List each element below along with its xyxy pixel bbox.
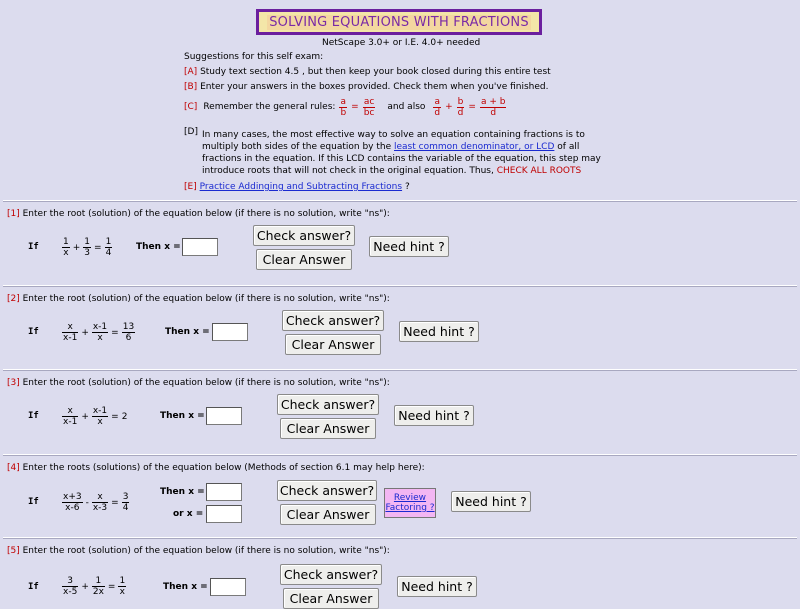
check-all-roots-text: CHECK ALL ROOTS bbox=[496, 166, 582, 176]
problem-2-prompt-text: Enter the root (solution) of the equation below (if there is no solution, write "ns"): bbox=[22, 294, 390, 304]
rule1-fraction-a: $\frac{a}{b}$ bbox=[340, 97, 347, 118]
operator: + bbox=[81, 581, 89, 592]
suggestion-d-line4 bbox=[202, 165, 622, 177]
problem-5-hint-button[interactable]: Need hint ? bbox=[397, 576, 477, 597]
suggestion-b bbox=[184, 82, 604, 93]
fraction: $\frac{x}{x-1}$ bbox=[63, 322, 78, 343]
review-factoring-button[interactable] bbox=[384, 488, 436, 518]
fraction: $\frac{x-1}{x}$ bbox=[92, 322, 108, 343]
operator: + bbox=[81, 411, 89, 422]
suggestion-e-tag: [E] bbox=[184, 182, 197, 192]
problem-4-prompt-text: Enter the roots (solutions) of the equation below (Methods of section 6.1 may help here): bbox=[22, 463, 425, 473]
problem-3-equation: $\frac{x}{x-1}$ + $\frac{x-1}{x}$ = 2 bbox=[63, 406, 128, 427]
practice-fractions-link[interactable]: Practice Addinging and Subtracting Fractions bbox=[199, 182, 403, 192]
problem-3-check-answer-button[interactable]: Check answer? bbox=[277, 394, 379, 415]
problem-3-prompt-text: Enter the root (solution) of the equation below (if there is no solution, write "ns"): bbox=[22, 378, 390, 388]
problem-1-answer-input[interactable] bbox=[182, 238, 218, 256]
problem-2-tag: [2] bbox=[7, 294, 20, 304]
suggestion-a-tag: [A] bbox=[184, 67, 198, 77]
problem-4-answer2-input[interactable] bbox=[206, 505, 242, 523]
page-title: SOLVING EQUATIONS WITH FRACTIONS bbox=[269, 14, 529, 30]
problem-4-clear-answer-button[interactable]: Clear Answer bbox=[280, 504, 376, 525]
suggestion-b-tag: [B] bbox=[184, 82, 198, 92]
divider bbox=[3, 369, 797, 371]
problem-1-tag: [1] bbox=[7, 209, 20, 219]
page-title-box bbox=[256, 9, 542, 35]
problem-5-check-answer-button[interactable]: Check answer? bbox=[280, 564, 382, 585]
problem-3-clear-answer-button[interactable]: Clear Answer bbox=[280, 418, 376, 439]
then-x-label: Then x = bbox=[160, 411, 205, 421]
fraction: $\frac{1}{x}$ bbox=[63, 237, 69, 258]
problem-1-prompt-text: Enter the root (solution) of the equation below (if there is no solution, write "ns"): bbox=[22, 209, 390, 219]
problem-1-clear-answer-button[interactable]: Clear Answer bbox=[256, 249, 352, 270]
divider bbox=[3, 537, 797, 539]
problem-2-equation: $\frac{x}{x-1}$ + $\frac{x-1}{x}$ = $\frac{13}{6}$ bbox=[63, 322, 135, 343]
then-x-label: Then x = bbox=[163, 582, 208, 592]
suggestion-a-text: Study text section 4.5 , but then keep your book closed during this entire test bbox=[200, 67, 551, 77]
problem-5-answer-input[interactable] bbox=[210, 578, 246, 596]
operator: + bbox=[72, 242, 81, 253]
if-label: If bbox=[28, 411, 39, 421]
problem-5-equation: $\frac{3}{x-5}$ + $\frac{1}{2x}$ = $\frac{1}{x}$ bbox=[63, 576, 126, 597]
fraction: $\frac{1}{x}$ bbox=[119, 576, 126, 597]
fraction: $\frac{x-1}{x}$ bbox=[92, 406, 108, 427]
problem-4-tag: [4] bbox=[7, 463, 20, 473]
fraction: $\frac{x}{x-1}$ bbox=[63, 406, 78, 427]
lcd-link[interactable]: least common denominator, or LCD bbox=[394, 142, 555, 152]
suggestion-d-line2-pre: multiply both sides of the equation by the bbox=[202, 142, 392, 152]
review-factoring-line1: Review bbox=[393, 493, 427, 503]
problem-4-prompt bbox=[7, 463, 425, 473]
browser-note: NetScape 3.0+ or I.E. 4.0+ needed bbox=[322, 38, 481, 48]
problem-5-clear-answer-button[interactable]: Clear Answer bbox=[283, 588, 379, 609]
rule2-fraction-a: $\frac{a}{d}$ bbox=[434, 97, 441, 118]
problem-1-check-answer-button[interactable]: Check answer? bbox=[253, 225, 355, 246]
problem-2-check-answer-button[interactable]: Check answer? bbox=[282, 310, 384, 331]
operator: - bbox=[85, 497, 89, 508]
if-label: If bbox=[28, 582, 39, 592]
problem-3-hint-button[interactable]: Need hint ? bbox=[394, 405, 474, 426]
operator: + bbox=[81, 327, 89, 338]
then-x-label: Then x = bbox=[160, 487, 205, 497]
if-label: If bbox=[28, 242, 39, 252]
problem-2-answer-input[interactable] bbox=[212, 323, 248, 341]
suggestion-c-text: Remember the general rules: bbox=[203, 102, 336, 112]
if-label: If bbox=[28, 327, 39, 337]
problem-2-clear-answer-button[interactable]: Clear Answer bbox=[285, 334, 381, 355]
fraction: $\frac{3}{4}$ bbox=[122, 492, 129, 513]
equation-result: 2 bbox=[121, 411, 128, 422]
problem-4-hint-button[interactable]: Need hint ? bbox=[451, 491, 531, 512]
suggestion-a bbox=[184, 67, 604, 78]
problem-4-check-answer-button[interactable]: Check answer? bbox=[277, 480, 377, 501]
review-factoring-line2: Factoring ? bbox=[385, 503, 435, 513]
problem-3-tag: [3] bbox=[7, 378, 20, 388]
problem-5-prompt-text: Enter the root (solution) of the equation below (if there is no solution, write "ns"): bbox=[22, 546, 390, 556]
suggestion-d-line3: fractions in the equation. If this LCD contains the variable of the equation, this step may bbox=[202, 154, 601, 164]
fraction: $\frac{x+3}{x-6}$ bbox=[63, 492, 82, 513]
then-x-label: Then x = bbox=[136, 242, 181, 252]
problem-2-hint-button[interactable]: Need hint ? bbox=[399, 321, 479, 342]
fraction: $\frac{1}{4}$ bbox=[105, 237, 112, 258]
problem-3-answer-input[interactable] bbox=[206, 407, 242, 425]
then-x-label: Then x = bbox=[165, 327, 210, 337]
suggestion-e-post: ? bbox=[404, 182, 410, 192]
fraction: $\frac{1}{2x}$ bbox=[92, 576, 104, 597]
suggestion-d-line4-pre: introduce roots that will not check in the original equation. Thus, bbox=[202, 166, 494, 176]
suggestions-heading: Suggestions for this self exam: bbox=[184, 52, 324, 62]
suggestion-d-line2-post: of all bbox=[557, 142, 580, 152]
if-label: If bbox=[28, 497, 39, 507]
suggestion-e bbox=[184, 182, 410, 192]
problem-4-equation: $\frac{x+3}{x-6}$ - $\frac{x}{x-3}$ = $\frac{3}{4}$ bbox=[63, 492, 129, 513]
problem-4-answer-input[interactable] bbox=[206, 483, 242, 501]
and-also-text: and also bbox=[387, 102, 426, 112]
problem-3-prompt bbox=[7, 378, 390, 388]
rule2-fraction-c: $\frac{a + b}{d}$ bbox=[480, 97, 506, 118]
suggestion-d-tag: [D] bbox=[184, 127, 198, 137]
rule2-fraction-b: $\frac{b}{d}$ bbox=[457, 97, 464, 118]
fraction: $\frac{13}{6}$ bbox=[122, 322, 135, 343]
fraction: $\frac{3}{x-5}$ bbox=[63, 576, 78, 597]
suggestion-b-text: Enter your answers in the boxes provided. Check them when you've finished. bbox=[200, 82, 549, 92]
divider bbox=[3, 285, 797, 287]
problem-1-prompt bbox=[7, 209, 390, 219]
divider bbox=[3, 454, 797, 456]
suggestion-c-tag: [C] bbox=[184, 102, 198, 112]
rule1-fraction-b: $\frac{ac}{bc}$ bbox=[363, 97, 375, 118]
suggestion-d-line2 bbox=[202, 141, 622, 153]
fraction: $\frac{1}{3}$ bbox=[84, 237, 91, 258]
problem-2-prompt bbox=[7, 294, 390, 304]
suggestion-d-line1: In many cases, the most effective way to solve an equation containing fractions is to bbox=[202, 130, 585, 140]
problem-1-hint-button[interactable]: Need hint ? bbox=[369, 236, 449, 257]
problem-5-tag: [5] bbox=[7, 546, 20, 556]
suggestion-c: [C] Remember the general rules: $\frac{a}{b}$ = $\frac{ac}{bc}$ and also $\frac{a}{d}$ + $\frac{b}{d}$ = $\frac{a + b}{d}$ bbox=[184, 97, 506, 118]
suggestion-d bbox=[202, 129, 622, 177]
fraction: $\frac{x}{x-3}$ bbox=[92, 492, 108, 513]
problem-5-prompt bbox=[7, 546, 390, 556]
or-x-label: or x = bbox=[173, 509, 204, 519]
problem-1-equation: $\frac{1}{x}$ + $\frac{1}{3}$ = $\frac{1}{4}$ bbox=[63, 237, 112, 258]
divider bbox=[3, 200, 797, 202]
